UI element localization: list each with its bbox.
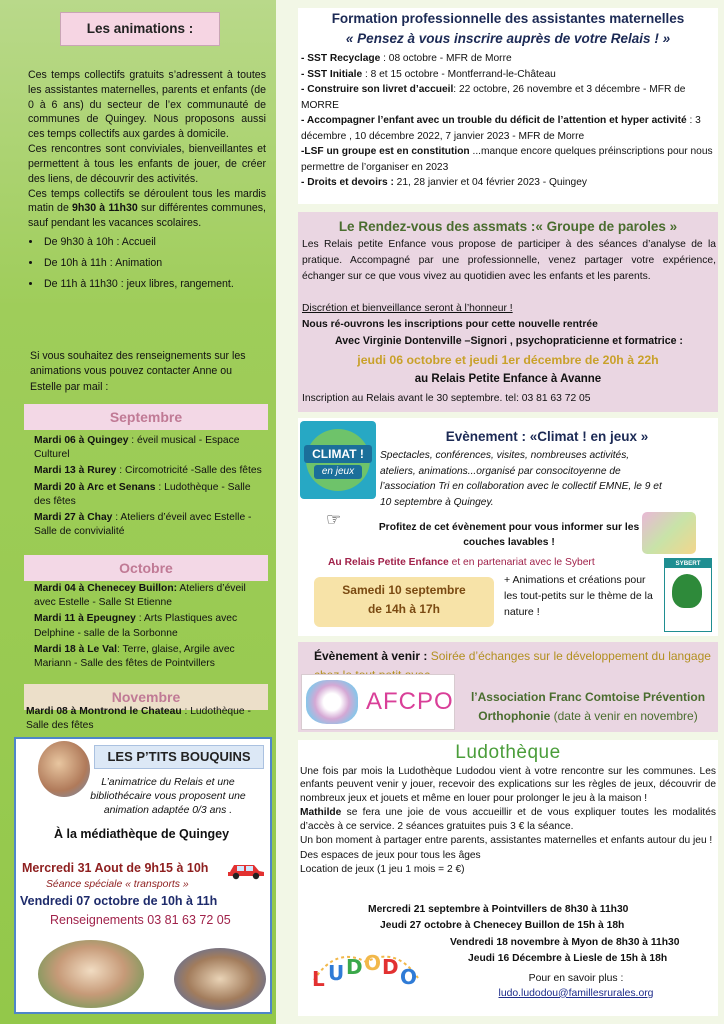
- bouquins-date-1-subtitle: Séance spéciale « transports »: [46, 879, 189, 890]
- october-heading: Octobre: [24, 555, 268, 581]
- schedule-item: • De 11h à 11h30 : jeux libres, rangement.: [42, 277, 266, 292]
- rdv-inscription: Inscription au Relais avant le 30 septembre. tel: 03 81 63 72 05: [302, 393, 591, 404]
- schedule-list: [42, 235, 266, 291]
- november-heading: Novembre: [24, 684, 268, 710]
- ludo-paragraph: Une fois par mois la Ludothèque Ludodou vient à votre rencontre sur les communes. Les enfants peuvent venir y jouer, recevoir des explications sur les règles de jeux, découvrir de nombreux jeux et jouets et même en louer pour prolonger le jeu à la maison !: [300, 766, 716, 804]
- svg-text:O: O: [400, 965, 418, 989]
- rdv-discretion: Discrétion et bienveillance seront à l’honneur !: [302, 303, 513, 314]
- rdv-text: Les Relais petite Enfance vous propose de participer à des séances d’analyse de la pratique. Accompagné par une professionnelle, venez partager votre expérience, échanger sur ce que vous vivez au quotidien avec les enfants et les parents.: [302, 239, 716, 283]
- list-item: Mardi 27 à Chay : Ateliers d’éveil avec Estelle - Salle de convivialité: [34, 512, 252, 538]
- list-item: -LSF un groupe est en constitution ...manque encore quelques préinscriptions pour nous permettre de l’organiser en 2023: [301, 146, 713, 173]
- formation-subtitle: « Pensez à vous inscrire auprès de votre Relais ! »: [345, 31, 671, 46]
- september-heading: Septembre: [24, 404, 268, 430]
- svg-text:L: L: [312, 967, 325, 991]
- children-books-photo-2: [174, 948, 266, 1010]
- november-list: [26, 705, 272, 735]
- climat-animations: + Animations et créations pour les tout-petits sur le thème de la nature !: [504, 574, 653, 618]
- schedule-item: • De 10h à 11h : Animation: [42, 256, 266, 271]
- climat-text: Spectacles, conférences, visites, nombreuses activités, ateliers, animations...organisé par consocitoyenne de l’association Tri en collaboration avec le collectif EMNE, le 9 et 10 septembre à Quingey.: [380, 450, 662, 508]
- september-list: [34, 434, 266, 541]
- ludotheque-more: [470, 972, 682, 1001]
- intro-paragraph: Ces temps collectifs se déroulent tous les mardis matin de 9h30 à 11h30 sur différentes communes, sauf pendant les vacances scolaires.: [28, 187, 266, 230]
- bouquins-date-1: Mercredi 31 Aout de 9h15 à 10h: [22, 861, 209, 875]
- svg-text:D: D: [382, 955, 399, 979]
- rdv-title: Le Rendez-vous des assmats :« Groupe de paroles »: [338, 219, 678, 234]
- ludo-date: Jeudi 27 octobre à Chenecey Buillon de 15h à 18h: [380, 920, 625, 932]
- list-item: Mardi 20 à Arc et Senans : Ludothèque - Salle des fêtes: [34, 481, 251, 507]
- ludotheque-title: Ludothèque: [455, 742, 561, 763]
- ludo-date: Mercredi 21 septembre à Pointvillers de 8h30 à 11h30: [368, 904, 629, 915]
- svg-text:D: D: [346, 955, 363, 979]
- climat-title: Evènement : «Climat ! en jeux »: [445, 429, 649, 444]
- ludo-paragraph: Location de jeux (1 jeu 1 mois = 2 €): [300, 864, 465, 876]
- schedule-item: • De 9h30 à 10h : Accueil: [42, 235, 266, 250]
- list-item: - Accompagner l’enfant avec un trouble du déficit de l’attention et hyper activité : 3 décembre , 10 décembre 2022, 7 janvier 2023 - MFR de Morre: [301, 115, 701, 142]
- climat-saturday: Samedi 10 septembre: [342, 583, 466, 597]
- climat-hours: de 14h à 17h: [367, 601, 441, 616]
- october-list: [34, 582, 266, 673]
- ludo-date: Jeudi 16 Décembre à Liesle de 15h à 18h: [468, 953, 668, 965]
- list-item: - SST Initiale : 8 et 15 octobre - Montferrand-le-Château: [301, 68, 556, 80]
- ludo-date: Vendredi 18 novembre à Myon de 8h30 à 11h30: [450, 936, 680, 948]
- ludodou-logo: [306, 940, 426, 992]
- sybert-label: SYBERT: [665, 559, 711, 568]
- svg-text:O: O: [364, 951, 382, 975]
- rdv-reopen: Nous ré-ouvrons les inscriptions pour cette nouvelle rentrée: [302, 319, 598, 330]
- list-item: Mardi 08 à Montrond le Chateau : Ludothèque - Salle des fêtes: [26, 706, 251, 732]
- bouquins-place: À la médiathèque de Quingey: [54, 827, 230, 841]
- climat-relais: Au Relais Petite Enfance et en partenariat avec le Sybert: [328, 557, 595, 568]
- leaf-icon: [672, 574, 702, 608]
- list-item: - Droits et devoirs : 21, 28 janvier et 04 février 2023 - Quingey: [301, 177, 587, 188]
- head-icon: [306, 680, 358, 724]
- list-item: - SST Recyclage : 08 octobre - MFR de Morre: [301, 53, 512, 64]
- contact-text: Si vous souhaitez des renseignements sur les animations vous pouvez contacter Anne ou Estelle par mail :: [30, 350, 246, 393]
- list-item: Mardi 04 à Chenecey Buillon: Ateliers d’éveil avec Estelle - Salle St Etienne: [34, 583, 246, 609]
- rdv-place: au Relais Petite Enfance à Avanne: [414, 373, 602, 385]
- bouquins-title: LES P’TITS BOUQUINS: [94, 745, 264, 769]
- formation-title: Formation professionnelle des assistantes maternelles: [331, 11, 685, 26]
- bouquins-contact: Renseignements 03 81 63 72 05: [50, 913, 231, 927]
- ludo-paragraph: Des espaces de jeux pour tous les âges: [300, 849, 481, 861]
- animations-title: Les animations :: [60, 12, 220, 46]
- event-organisation: l’Association Franc Comtoise Prévention Orthophonie (date à venir en novembre): [470, 690, 706, 724]
- climat-logo: CLIMAT ! en jeux: [300, 421, 376, 499]
- list-item: Mardi 11 à Epeugney : Arts Plastiques avec Delphine - salle de la Sorbonne: [34, 613, 238, 639]
- rdv-dates: jeudi 06 octobre et jeudi 1er décembre de 20h à 22h: [357, 353, 659, 367]
- bouquins-intro: L’animatrice du Relais et une bibliothécaire vous proposent une animation adaptée 0/3 ans .: [90, 777, 246, 817]
- climat-date-box: [314, 577, 494, 627]
- list-item: Mardi 06 à Quingey : éveil musical - Espace Culturel: [34, 435, 240, 461]
- children-books-photo: [38, 940, 144, 1008]
- couches-lavables-photo: [642, 512, 696, 554]
- afcpo-logo-text: AFCPO: [366, 688, 454, 715]
- intro-paragraph: Ces temps collectifs gratuits s’adressent à toutes les assistantes maternelles, parents et enfants (de 0 à 6 ans) du secteur de l’ex communauté de communes de Quingey. Nous proposons aussi ces temps collectifs aux gardes à domicile.: [28, 69, 266, 141]
- list-item: Mardi 18 à Le Val: Terre, glaise, Argile avec Mariann - Salle des fêtes de Pointvillers: [34, 643, 235, 670]
- formation-list: [301, 51, 717, 191]
- ludo-email-link[interactable]: ludo.ludodou@famillesrurales.org: [498, 987, 654, 999]
- ludo-paragraph: Mathilde se fera une joie de vous accueillir et de vous expliquer toutes les modalités d’accès à ce service. 2 séances gratuites puis 3 € la séance.: [300, 807, 716, 832]
- pointing-hand-icon: ☞: [326, 510, 342, 529]
- car-icon: [226, 858, 266, 880]
- ludo-more-label: Pour en savoir plus :: [528, 973, 624, 984]
- list-item: - Construire son livret d’accueil: 22 octobre, 26 novembre et 3 décembre - MFR de MORRE: [301, 84, 686, 111]
- list-item: Mardi 13 à Rurey : Circomotricité -Salle des fêtes: [34, 465, 262, 477]
- ludotheque-text: [300, 765, 716, 878]
- rdv-with: Avec Virginie Dontenville –Signori , psychopraticienne et formatrice :: [335, 335, 683, 347]
- climat-profit: Profitez de cet évènement pour vous informer sur les couches lavables !: [378, 522, 640, 549]
- bouquins-date-2: Vendredi 07 octobre de 10h à 11h: [20, 894, 218, 908]
- intro-paragraph: Ces rencontres sont conviviales, bienveillantes et permettent à tous les enfants de jouer, de créer des liens, de découvrir des activités.: [28, 143, 266, 185]
- svg-text:U: U: [328, 961, 345, 985]
- ludo-paragraph: Un bon moment à partager entre parents, assistantes maternelles et enfants autour du jeu !: [300, 835, 713, 847]
- animations-intro: [28, 68, 266, 298]
- event-heading: Évènement à venir : Soirée d’échanges sur le développement du langage: [314, 649, 711, 663]
